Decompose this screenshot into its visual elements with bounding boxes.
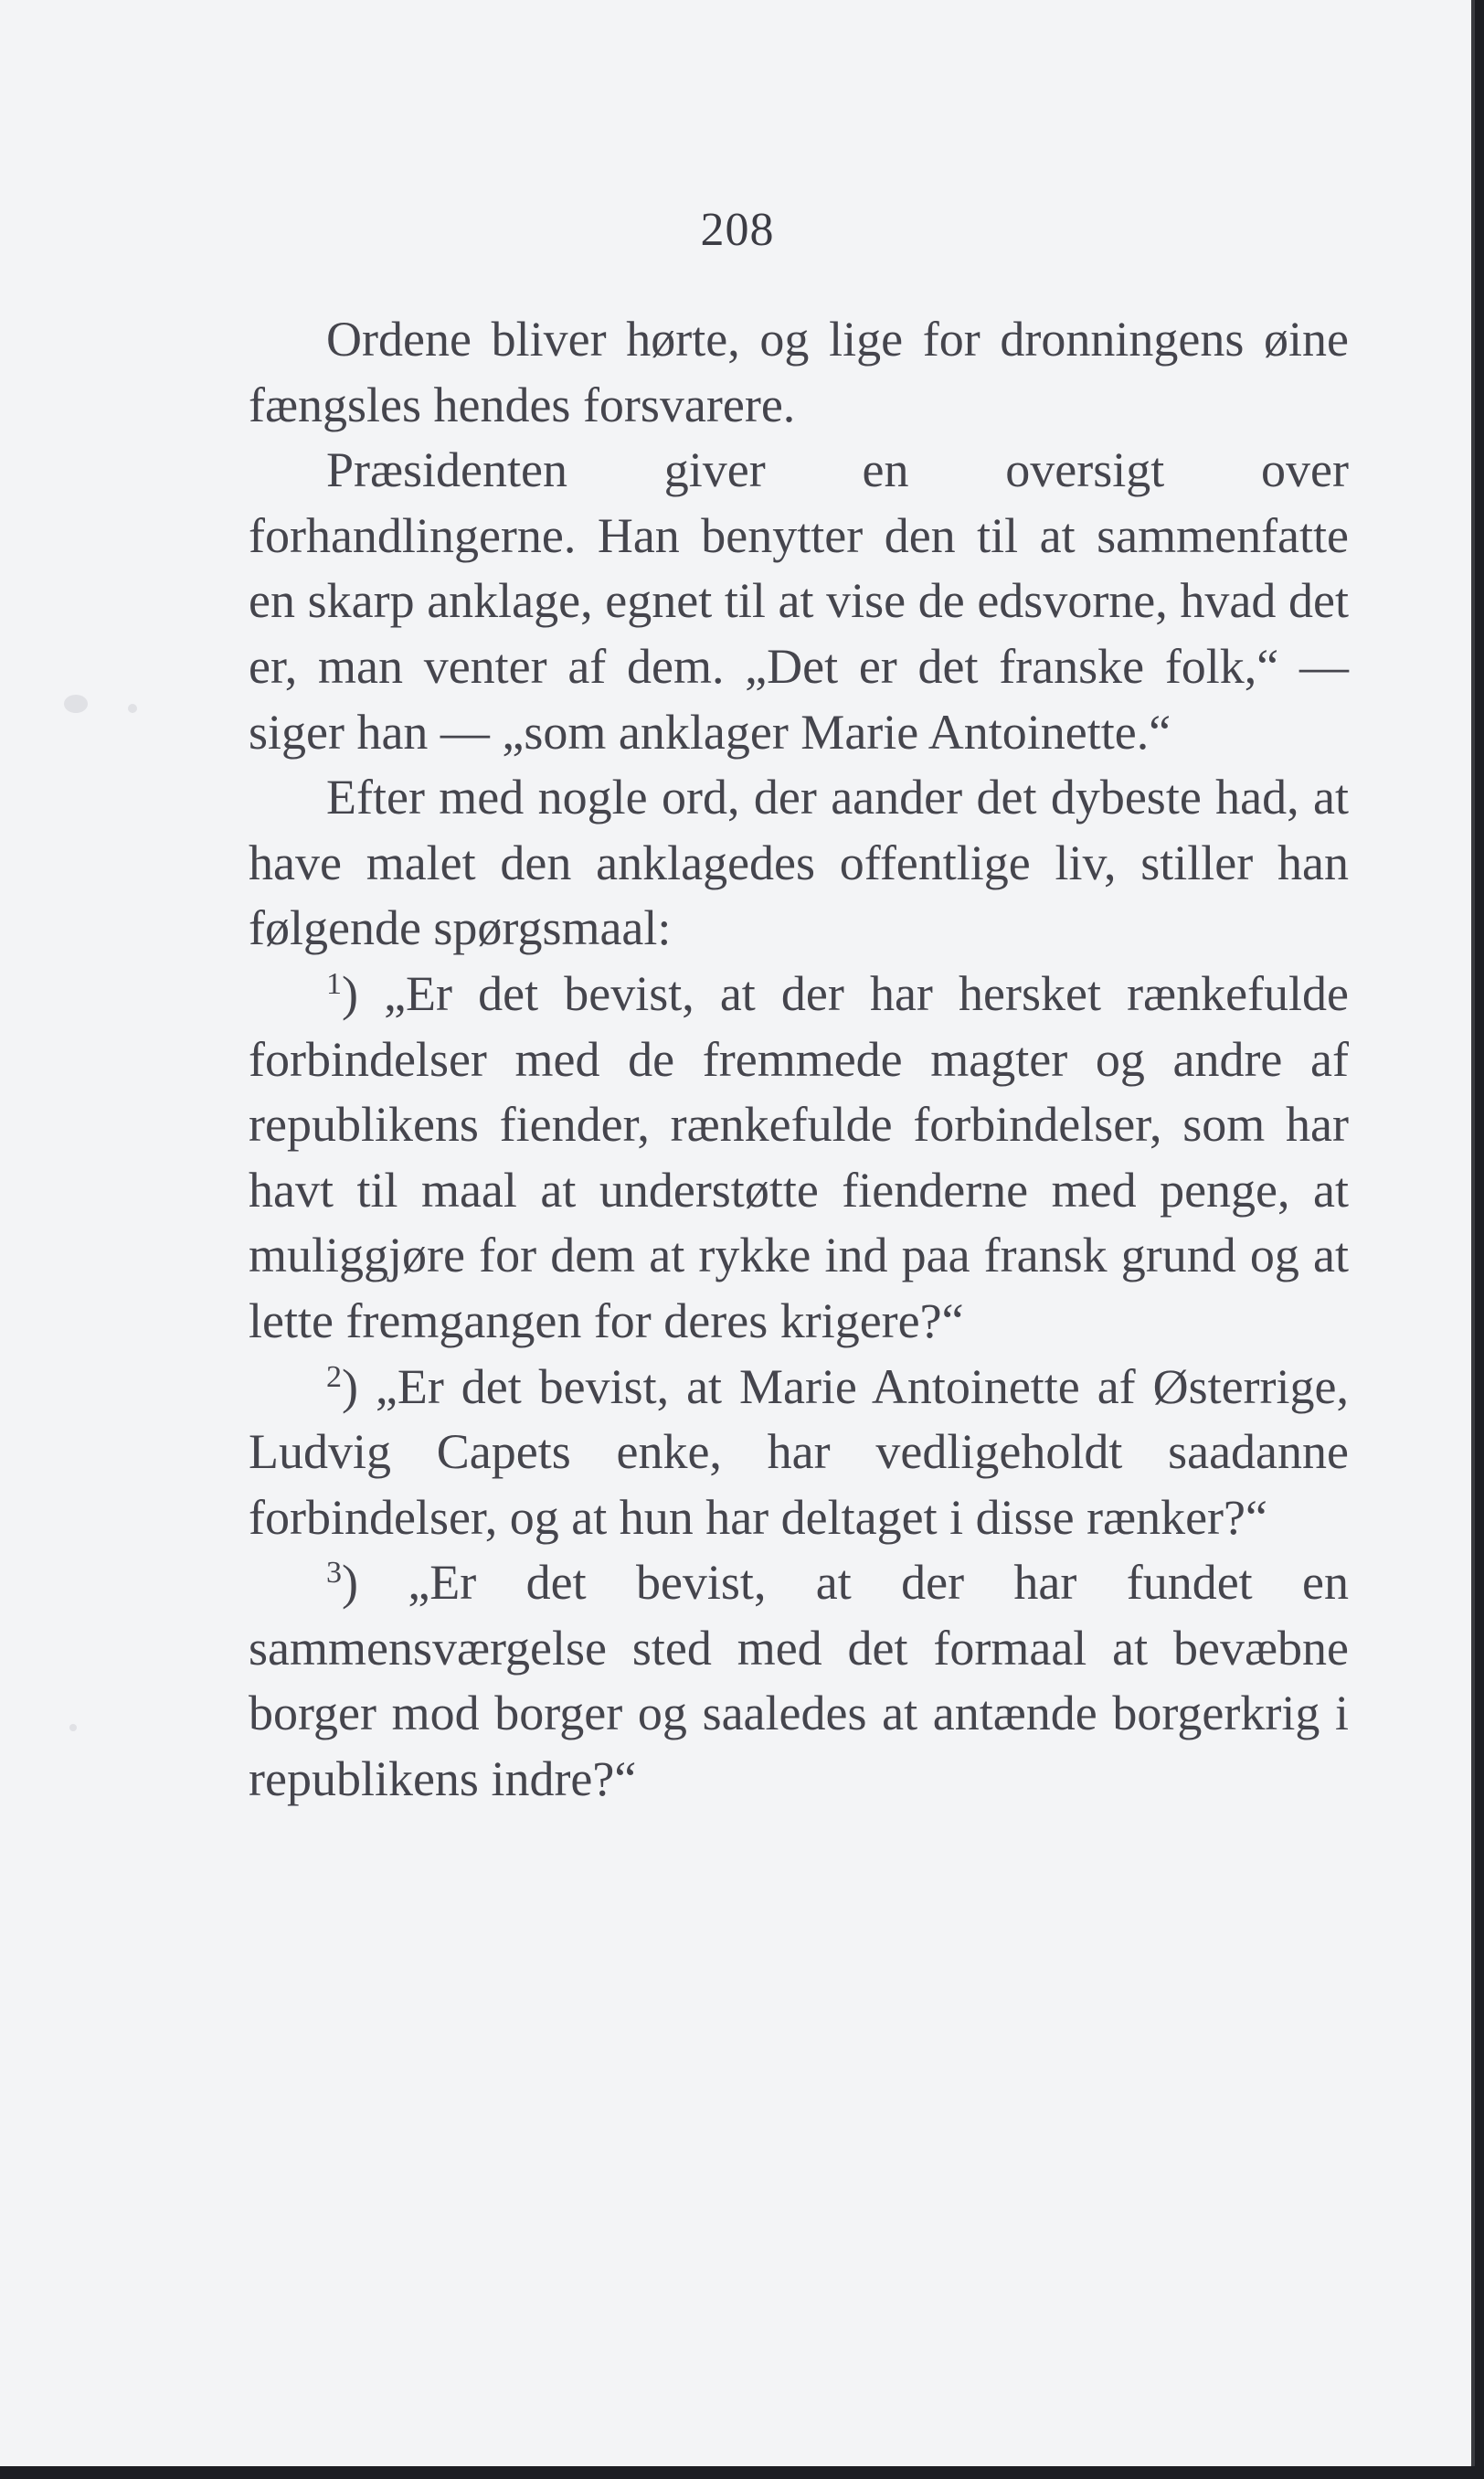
question-number: 1: [326, 966, 342, 1001]
question-text: ) „Er det bevist, at der har hersket rænkefulde forbindelser med de fremmede magter og andre af republikens fiender, rænkefulde forbindelser, som har havt til maal at understøtte fienderne med penge, at muliggjøre for dem at rykke ind paa fransk grund og at lette fremgangen for deres krigere?“: [249, 965, 1349, 1348]
question-number: 3: [326, 1556, 342, 1591]
paper-spot: [69, 1724, 77, 1731]
question-paragraph: [249, 1550, 1349, 1812]
paragraph: Ordene bliver hørte, og lige for dronningens øine fængsles hendes forsvarere.: [249, 312, 1349, 432]
question-text: ) „Er det bevist, at Marie Antoinette af Østerrige, Ludvig Capets enke, har vedligeholdt saadanne forbindelser, og at hun har deltaget i disse rænker?“: [249, 1358, 1349, 1545]
paragraph: Efter med nogle ord, der aander det dybeste had, at have malet den anklagedes offentlige liv, stiller han følgende spørgsmaal:: [249, 770, 1349, 956]
question-paragraph: [249, 1355, 1349, 1551]
body-text: [249, 307, 1349, 1813]
paragraph: Præsidenten giver en oversigt over forhandlingerne. Han benytter den til at sammenfatte en skarp anklage, egnet til at vise de edsvorne, hvad det er, man venter af dem. „Det er det franske folk,“ — siger han — „som anklager Marie Antoinette.“: [249, 442, 1349, 760]
paper-spot: [64, 695, 88, 713]
page-number: 208: [700, 204, 775, 256]
question-text: ) „Er det bevist, at der har fundet en sammensværgelse sted med det formaal at bevæbne borger mod borger og saaledes at antænde borgerkrig i republikens indre?“: [249, 1555, 1349, 1807]
paper-spot: [128, 704, 137, 713]
question-number: 2: [326, 1359, 342, 1394]
question-paragraph: [249, 962, 1349, 1355]
